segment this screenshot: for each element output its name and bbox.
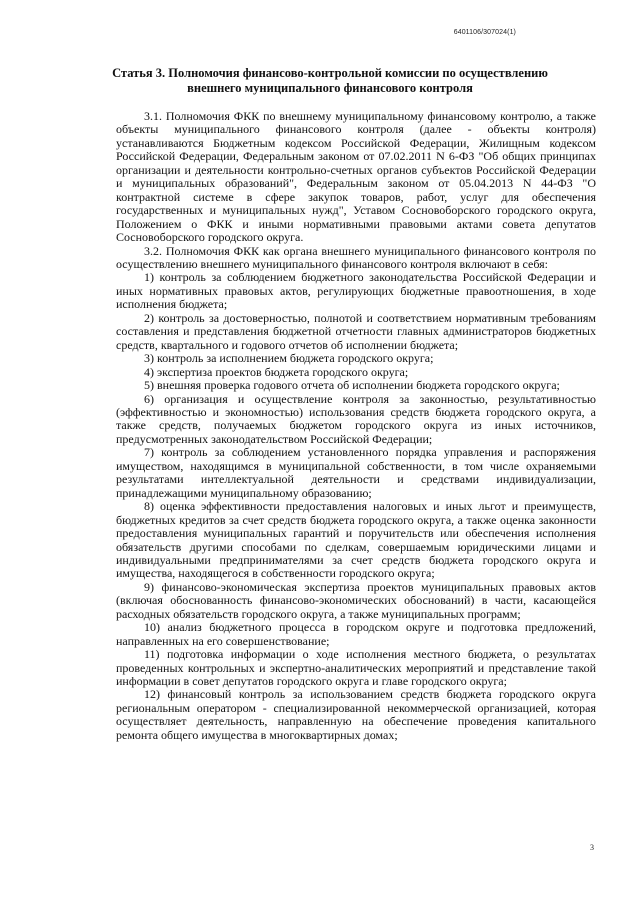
paragraph-3-2: 3.2. Полномочия ФКК как органа внешнего муниципального финансового контроля по осуществлению внешнего муниципального финансового контроля включают в себя: xyxy=(116,243,596,271)
list-item-12: 12) финансовый контроль за использованием средств бюджета городского округа региональным оператором - специализированной некоммерческой организацией, которая осуществляет деятельность, направленную на обеспечение проведения капитального ремонта общего имущества в многоквартирных домах; xyxy=(116,687,596,742)
list-item-7: 7) контроль за соблюдением установленного порядка управления и распоряжения имуществом, находящимся в муниципальной собственности, в том числе охраняемыми результатами интеллектуальной деятельности и средствами индивидуализации, принадлежащими муниципальному образованию; xyxy=(116,445,596,500)
list-item-8: 8) оценка эффективности предоставления налоговых и иных льгот и преимуществ, бюджетных кредитов за счет средств бюджета городского округа, а также оценка законности предоставления муниципальных гарантий и поручительств или обеспечения исполнения обязательств другими способами по сделкам, совершаемым юридическими лицами и индивидуальными предпринимателями за счет средств бюджета городского округа и имущества, находящегося в собственности городского округа; xyxy=(116,499,596,581)
article-title-line-1: Статья 3. Полномочия финансово-контрольной комиссии по осуществлению xyxy=(112,66,548,80)
paragraph-3-1: 3.1. Полномочия ФКК по внешнему муниципальному финансовому контролю, а также объекты муниципального финансового контроля (далее - объекты контроля) устанавливаются Бюджетным кодексом Российской Федерации, Жилищным кодексом Российской Федерации, Федеральным законом от 07.02.2011 N 6-ФЗ "Об общих принципах организации и деятельности контрольно-счетных органов субъектов Российской Федерации и муниципальных образований", Федеральным законом от 05.04.2013 N 44-ФЗ "О контрактной системе в сфере закупок товаров, работ, услуг для обеспечения государственных и муниципальных нужд", Уставом Сосновоборского городского округа, Положением о ФКК и иными нормативными правовыми актами совета депутатов Сосновоборского городского округа. xyxy=(116,109,596,245)
article-title xyxy=(100,66,560,96)
list-item-3: 3) контроль за исполнением бюджета городского округа; xyxy=(144,351,434,366)
page-number: 3 xyxy=(590,843,594,852)
list-item-10: 10) анализ бюджетного процесса в городском округе и подготовка предложений, направленных на его совершенствование; xyxy=(116,620,596,648)
document-id: 6401106/307024(1) xyxy=(453,29,516,36)
list-item-9: 9) финансово-экономическая экспертиза проектов муниципальных правовых актов (включая обоснованность финансово-экономических обоснований) в части, касающейся расходных обязательств городского округа, а также муниципальных программ; xyxy=(116,579,596,621)
list-item-1: 1) контроль за соблюдением бюджетного законодательства Российской Федерации и иных нормативных правовых актов, регулирующих бюджетные правоотношения, в ходе исполнения бюджета; xyxy=(116,270,596,312)
article-body xyxy=(116,110,596,742)
list-item-2: 2) контроль за достоверностью, полнотой и соответствием нормативным требованиям составления и представления бюджетной отчетности главных администраторов бюджетных средств, квартального и годового отчетов об исполнении бюджета; xyxy=(116,310,596,352)
list-item-11: 11) подготовка информации о ходе исполнения местного бюджета, о результатах проведенных контрольных и экспертно-аналитических мероприятий и представление такой информации в совет депутатов городского округа и главе городского округа; xyxy=(116,647,596,689)
list-item-6: 6) организация и осуществление контроля за законностью, результативностью (эффективностью и экономностью) использования средств бюджета городского округа, а также средств, получаемых бюджетом городского округа из иных источников, предусмотренных законодательством Российской Федерации; xyxy=(116,391,596,446)
list-item-4: 4) экспертиза проектов бюджета городского округа; xyxy=(144,364,409,379)
article-title-line-2: внешнего муниципального финансового контроля xyxy=(187,81,473,95)
list-item-5: 5) внешняя проверка годового отчета об исполнении бюджета городского округа; xyxy=(144,378,560,393)
